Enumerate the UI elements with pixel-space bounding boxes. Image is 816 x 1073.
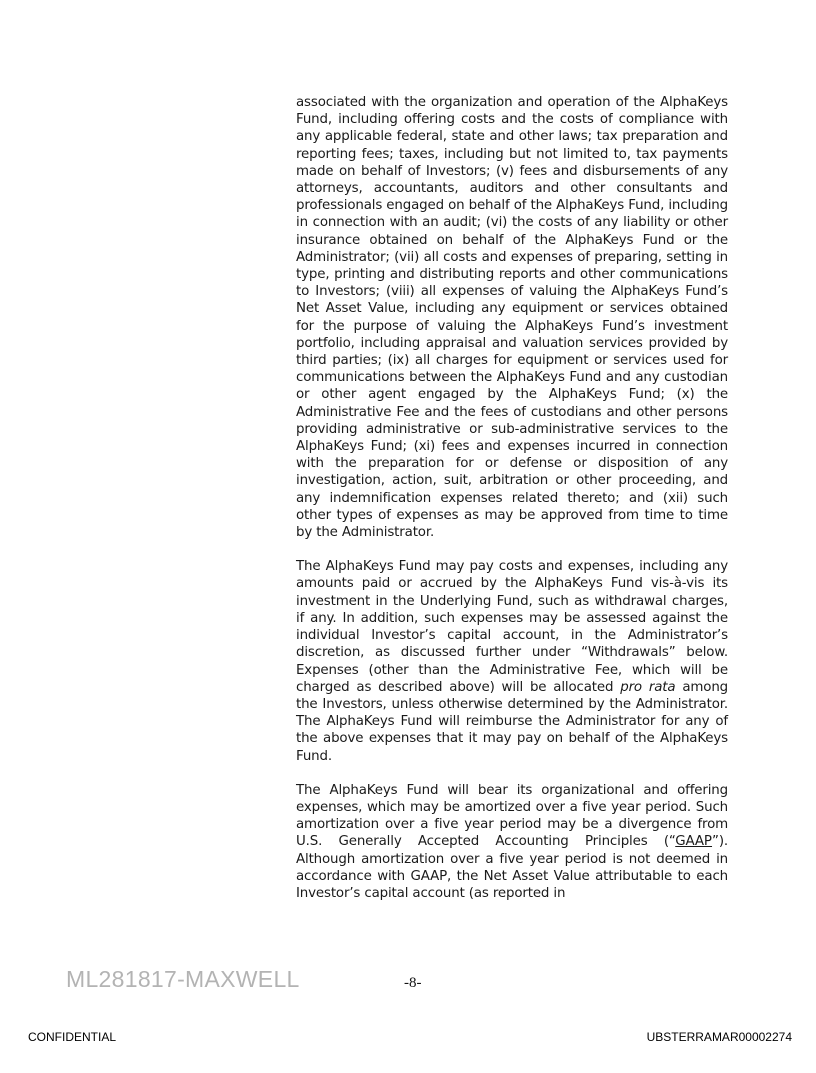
paragraph-text: among the Investors, unless otherwise determined by the Administrator. The AlphaKeys Fund will reimburse the Administrator for any of the above expenses that it may pay on behalf of the AlphaKeys Fund. <box>296 679 729 764</box>
confidential-label: CONFIDENTIAL <box>28 1030 117 1044</box>
body-text <box>296 94 728 919</box>
paragraph-costs-and-expenses <box>296 558 728 764</box>
paragraph-text: associated with the organization and operation of the AlphaKeys Fund, including offering costs and the costs of compliance with any applicable federal, state and other laws; tax preparation and reporting fees; taxes, including but not limited to, tax payments made on behalf of Investors; (v) fees and disbursements of any attorneys, accountants, auditors and other consultants and professionals engaged on behalf of the AlphaKeys Fund, including in connection with an audit; (vi) the costs of any liability or other insurance obtained on behalf of the AlphaKeys Fund or the Administrator; (vii) all costs and expenses of preparing, setting in type, printing and distributing reports and other communications to Investors; (viii) all expenses of valuing the AlphaKeys Fund’s Net Asset Value, including any equipment or services obtained for the purpose of valuing the AlphaKeys Fund’s investment portfolio, including appraisal and valuation services provided by third parties; (ix) all charges for equipment or services used for communications between the AlphaKeys Fund and any custodian or other agent engaged by the AlphaKeys Fund; (x) the Administrative Fee and the fees of custodians and other persons providing administrative or sub-administrative services to the AlphaKeys Fund; (xi) fees and expenses incurred in connection with the preparation for or defense or disposition of any investigation, action, suit, arbitration or other proceeding, and any indemnification expenses related thereto; and (xii) such other types of expenses as may be approved from time to time by the Administrator. <box>296 95 728 541</box>
paragraph-text: The AlphaKeys Fund will bear its organizational and offering expenses, which may be amortized over a five year period. Such amortization over a five year period may be a divergence from U.S. Generally Accepted Accounting Principles (“ <box>296 782 728 850</box>
gaap-underlined: GAAP <box>675 834 713 850</box>
paragraph-expenses-list <box>296 94 728 541</box>
pro-rata-italic: pro rata <box>620 679 676 695</box>
control-number: UBSTERRAMAR00002274 <box>646 1030 792 1044</box>
paragraph-text: The AlphaKeys Fund may pay costs and expenses, including any amounts paid or accrued by the AlphaKeys Fund vis-à-vis its investment in the Underlying Fund, such as withdrawal charges, if any. In addition, such expenses may be assessed against the individual Investor’s capital account, in the Administrator’s discretion, as discussed further under “Withdrawals” below. Expenses (other than the Administrative Fee, which will be charged as described above) will be allocated <box>296 559 728 695</box>
page-number: -8- <box>404 975 422 991</box>
bates-stamp: ML281817-MAXWELL <box>66 966 300 992</box>
paragraph-organizational-expenses <box>296 782 728 902</box>
paragraph-text: ”). Although amortization over a five year period is not deemed in accordance with GAAP, the Net Asset Value attributable to each Investor’s capital account (as reported in <box>296 834 728 901</box>
